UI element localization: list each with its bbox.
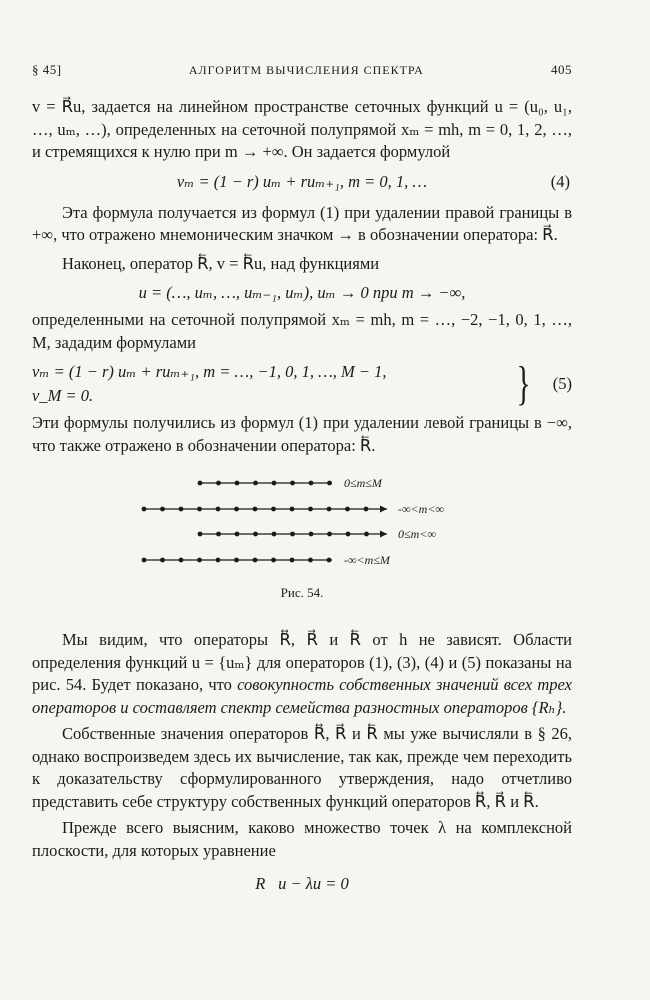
grid-point <box>216 481 221 486</box>
grid-point <box>198 481 203 486</box>
page-number: 405 <box>551 62 572 77</box>
operators-paragraph-emphasis: совокупность собственных значений всех трех операторов и составляет спектр семейства разностных операторов {Rₕ}. <box>32 675 572 717</box>
grid-point <box>197 507 202 512</box>
book-page <box>32 62 572 894</box>
formula-4-paragraph: Эта формула получается из формул (1) при удалении правой границы в +∞, что отражено мнемоническим значком → в обозначении оператора: R⃗. <box>32 202 572 244</box>
operators-paragraph <box>32 629 572 719</box>
eigen-equation: R⃡u − λu = 0 <box>255 874 349 893</box>
grid-point <box>179 507 184 512</box>
grid-point <box>309 532 314 537</box>
grid-point <box>327 507 332 512</box>
grid-point <box>160 507 165 512</box>
grid-point <box>290 558 295 563</box>
equation-4-text: vₘ = (1 − r) uₘ + ruₘ₊₁, m = 0, 1, … <box>176 171 428 191</box>
formula-5-paragraph: Эти формулы получились из формул (1) при удалении левой границы в −∞, что также отражено в обозначении оператора: R⃖. <box>32 413 572 455</box>
grid-point <box>216 532 221 537</box>
grid-point <box>253 532 258 537</box>
grid-point <box>290 532 295 537</box>
grid-point <box>364 532 369 537</box>
figure-54-grid-domains <box>32 471 572 579</box>
domain-label: 0≤m<∞ <box>398 527 436 541</box>
equation-5 <box>32 357 572 410</box>
grid-point <box>216 507 221 512</box>
figure-caption: Рис. 54. <box>280 585 324 600</box>
right-brace: } <box>516 357 531 410</box>
operators-paragraph-text: Мы видим, что операторы R⃡, R⃗ и R⃖ от h не зависят. Области определения функций u = {uₘ} для операторов (1), (3), (4) и (5) показаны на рис. 54. Будет показано, что <box>32 630 572 694</box>
arrow-icon <box>380 506 387 513</box>
domain-label: 0≤m≤M <box>344 476 382 490</box>
grid-point <box>197 558 202 563</box>
domain-label: -∞<m≤M <box>344 553 390 567</box>
grid-point <box>309 481 314 486</box>
grid-point <box>271 507 276 512</box>
grid-definition-paragraph: определенными на сеточной полупрямой xₘ = mh, m = …, −2, −1, 0, 1, …, M, зададим формулами <box>32 310 572 352</box>
running-header <box>32 62 572 78</box>
equation-4 <box>32 172 572 192</box>
grid-point <box>216 558 221 563</box>
grid-point <box>234 507 239 512</box>
grid-point <box>327 532 332 537</box>
grid-point <box>271 558 276 563</box>
first-question-paragraph: Прежде всего выясним, каково множество точек λ на комплексной плоскости, для которых уравнение <box>32 818 572 860</box>
equation-5-line-2: v_M = 0. <box>32 386 94 405</box>
grid-point <box>234 558 239 563</box>
grid-point <box>345 507 350 512</box>
grid-point <box>272 481 277 486</box>
grid-point <box>327 558 332 563</box>
grid-point <box>346 532 351 537</box>
running-title: АЛГОРИТМ ВЫЧИСЛЕНИЯ СПЕКТРА <box>188 63 424 77</box>
equation-5-number: (5) <box>552 374 572 393</box>
intro-paragraph: v = R⃗u, задается на линейном пространстве сеточных функций u = (u₀, u₁, …, uₘ, …), определенных на сеточной полупрямой xₘ = mh, m = 0, 1, 2, …, и стремящихся к нулю при m → +∞. Он задается формулой <box>32 97 572 161</box>
grid-point <box>160 558 165 563</box>
grid-point <box>253 507 258 512</box>
grid-point <box>364 507 369 512</box>
grid-point <box>290 507 295 512</box>
equation-4-number: (4) <box>550 171 570 191</box>
grid-point <box>142 558 147 563</box>
domain-label: -∞<m<∞ <box>398 502 444 516</box>
grid-point <box>198 532 203 537</box>
grid-point <box>179 558 184 563</box>
grid-point <box>327 481 332 486</box>
grid-point <box>235 532 240 537</box>
section-reference: § 45] <box>32 62 62 77</box>
grid-point <box>308 507 313 512</box>
grid-point <box>290 481 295 486</box>
grid-point <box>235 481 240 486</box>
function-space-equation: u = (…, uₘ, …, uₘ₋₁, uₘ), uₘ → 0 при m → −∞, <box>138 283 466 302</box>
grid-point <box>142 507 147 512</box>
grid-point <box>272 532 277 537</box>
operator-left-paragraph: Наконец, оператор R⃖, v = R⃖u, над функциями <box>62 253 380 273</box>
grid-point <box>253 558 258 563</box>
grid-point <box>308 558 313 563</box>
grid-point <box>253 481 258 486</box>
equation-5-line-1: vₘ = (1 − r) uₘ + ruₘ₊₁, m = …, −1, 0, 1, …, M − 1, <box>32 362 387 381</box>
arrow-icon <box>380 531 387 538</box>
eigenvalues-paragraph: Собственные значения операторов R⃡, R⃗ и R⃖ мы уже вычисляли в § 26, однако воспроизведем здесь их вычисление, так как, прежде чем переходить к доказательству сформулированного утверждения, надо отчетливо представить себе структуру собственных функций операторов R⃡, R⃗ и R⃖. <box>32 724 572 811</box>
